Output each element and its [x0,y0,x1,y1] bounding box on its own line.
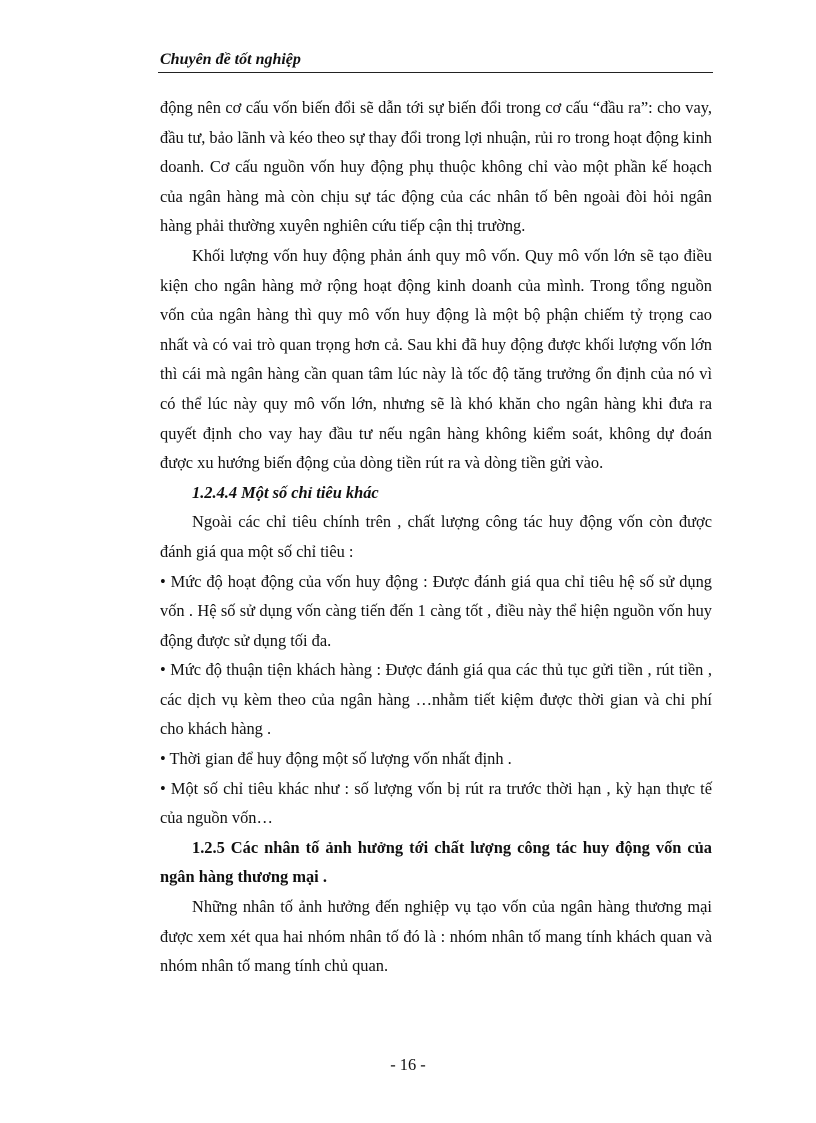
paragraph-1: động nên cơ cấu vốn biến đổi sẽ dẫn tới sự biến đổi trong cơ cấu “đầu ra”: cho vay, đầu tư, bảo lãnh và kéo theo sự thay đổi trong lợi nhuận, rủi ro trong hoạt động kinh doanh. Cơ cấu nguồn vốn huy động phụ thuộc không chỉ vào một phần kế hoạch của ngân hàng mà còn chịu sự tác động của các nhân tố bên ngoài đòi hỏi ngân hàng phải thường xuyên nghiên cứu tiếp cận thị trường. [160,98,712,236]
document-header: Chuyên đề tốt nghiệp [160,51,301,68]
section-heading: 1.2.5 Các nhân tố ảnh hưởng tới chất lượng công tác huy động vốn của ngân hàng thương mại . [160,837,712,887]
subheading: 1.2.4.4 Một số chỉ tiêu khác [192,482,379,502]
document-body [160,93,712,981]
bullet-item-2: • Mức độ thuận tiện khách hàng : Được đánh giá qua các thủ tục gửi tiền , rút tiền , các dịch vụ kèm theo của ngân hàng …nhằm tiết kiệm được thời gian và chi phí cho khách hàng . [160,660,712,739]
paragraph-4: Những nhân tố ảnh hưởng đến nghiệp vụ tạo vốn của ngân hàng thương mại được xem xét qua hai nhóm nhân tố đó là : nhóm nhân tố mang tính khách quan và nhóm nhân tố mang tính chủ quan. [160,897,712,976]
paragraph-3: Ngoài các chỉ tiêu chính trên , chất lượng công tác huy động vốn còn được đánh giá qua một số chỉ tiêu : [160,512,712,561]
header-rule [158,72,713,73]
bullet-item-4: • Một số chỉ tiêu khác như : số lượng vốn bị rút ra trước thời hạn , kỳ hạn thực tế của nguồn vốn… [160,778,712,828]
page-number: - 16 - [390,1055,426,1074]
bullet-item-3: • Thời gian để huy động một số lượng vốn nhất định . [160,749,512,769]
paragraph-2: Khối lượng vốn huy động phản ánh quy mô vốn. Quy mô vốn lớn sẽ tạo điều kiện cho ngân hàng mở rộng hoạt động kinh doanh của mình. Trong tổng nguồn vốn của ngân hàng thì quy mô vốn huy động là một bộ phận chiếm tỷ trọng cao nhất và có vai trò quan trọng hơn cả. Sau khi đã huy động được khối lượng vốn lớn thì cái mà ngân hàng cần quan tâm lúc này là tốc độ tăng trưởng ổn định của nó vì có thể lúc này quy mô vốn lớn, nhưng sẽ là khó khăn cho ngân hàng khi đưa ra quyết định cho vay hay đầu tư nếu ngân hàng không kiểm soát, không dự đoán được xu hướng biến động của dòng tiền rút ra và dòng tiền gửi vào. [160,245,712,473]
bullet-item-1: • Mức độ hoạt động của vốn huy động : Được đánh giá qua chỉ tiêu hệ số sử dụng vốn . Hệ số sử dụng vốn càng tiến đến 1 càng tốt , điều này thể hiện nguồn vốn huy động được sử dụng tối đa. [160,571,712,650]
